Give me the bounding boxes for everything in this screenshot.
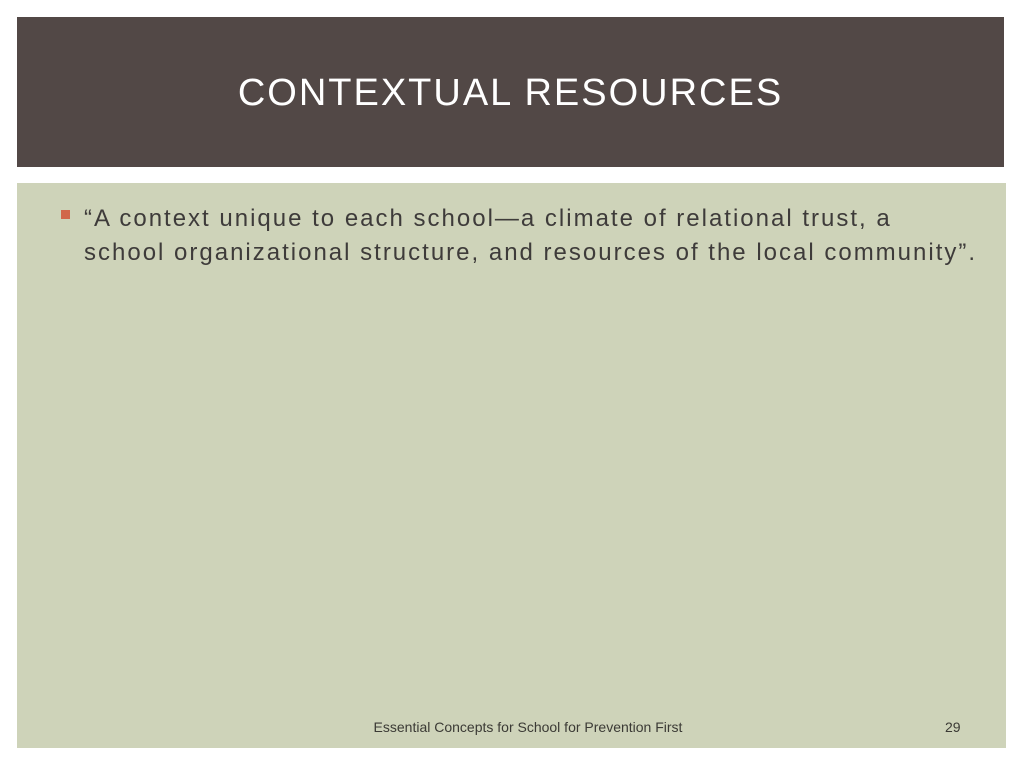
bullet-text: “A context unique to each school—a climate of relational trust, a school organizational structure, and resources of the local community”. [84,205,978,266]
bullet-item [60,202,980,270]
bullet-list [60,202,980,270]
page-number: 29 [945,719,961,735]
content-panel [17,183,1006,748]
square-bullet-icon [61,210,70,219]
title-bar [17,17,1004,167]
slide-title: CONTEXTUAL RESOURCES [237,71,784,114]
footer-text: Essential Concepts for School for Prevention First [373,719,683,735]
